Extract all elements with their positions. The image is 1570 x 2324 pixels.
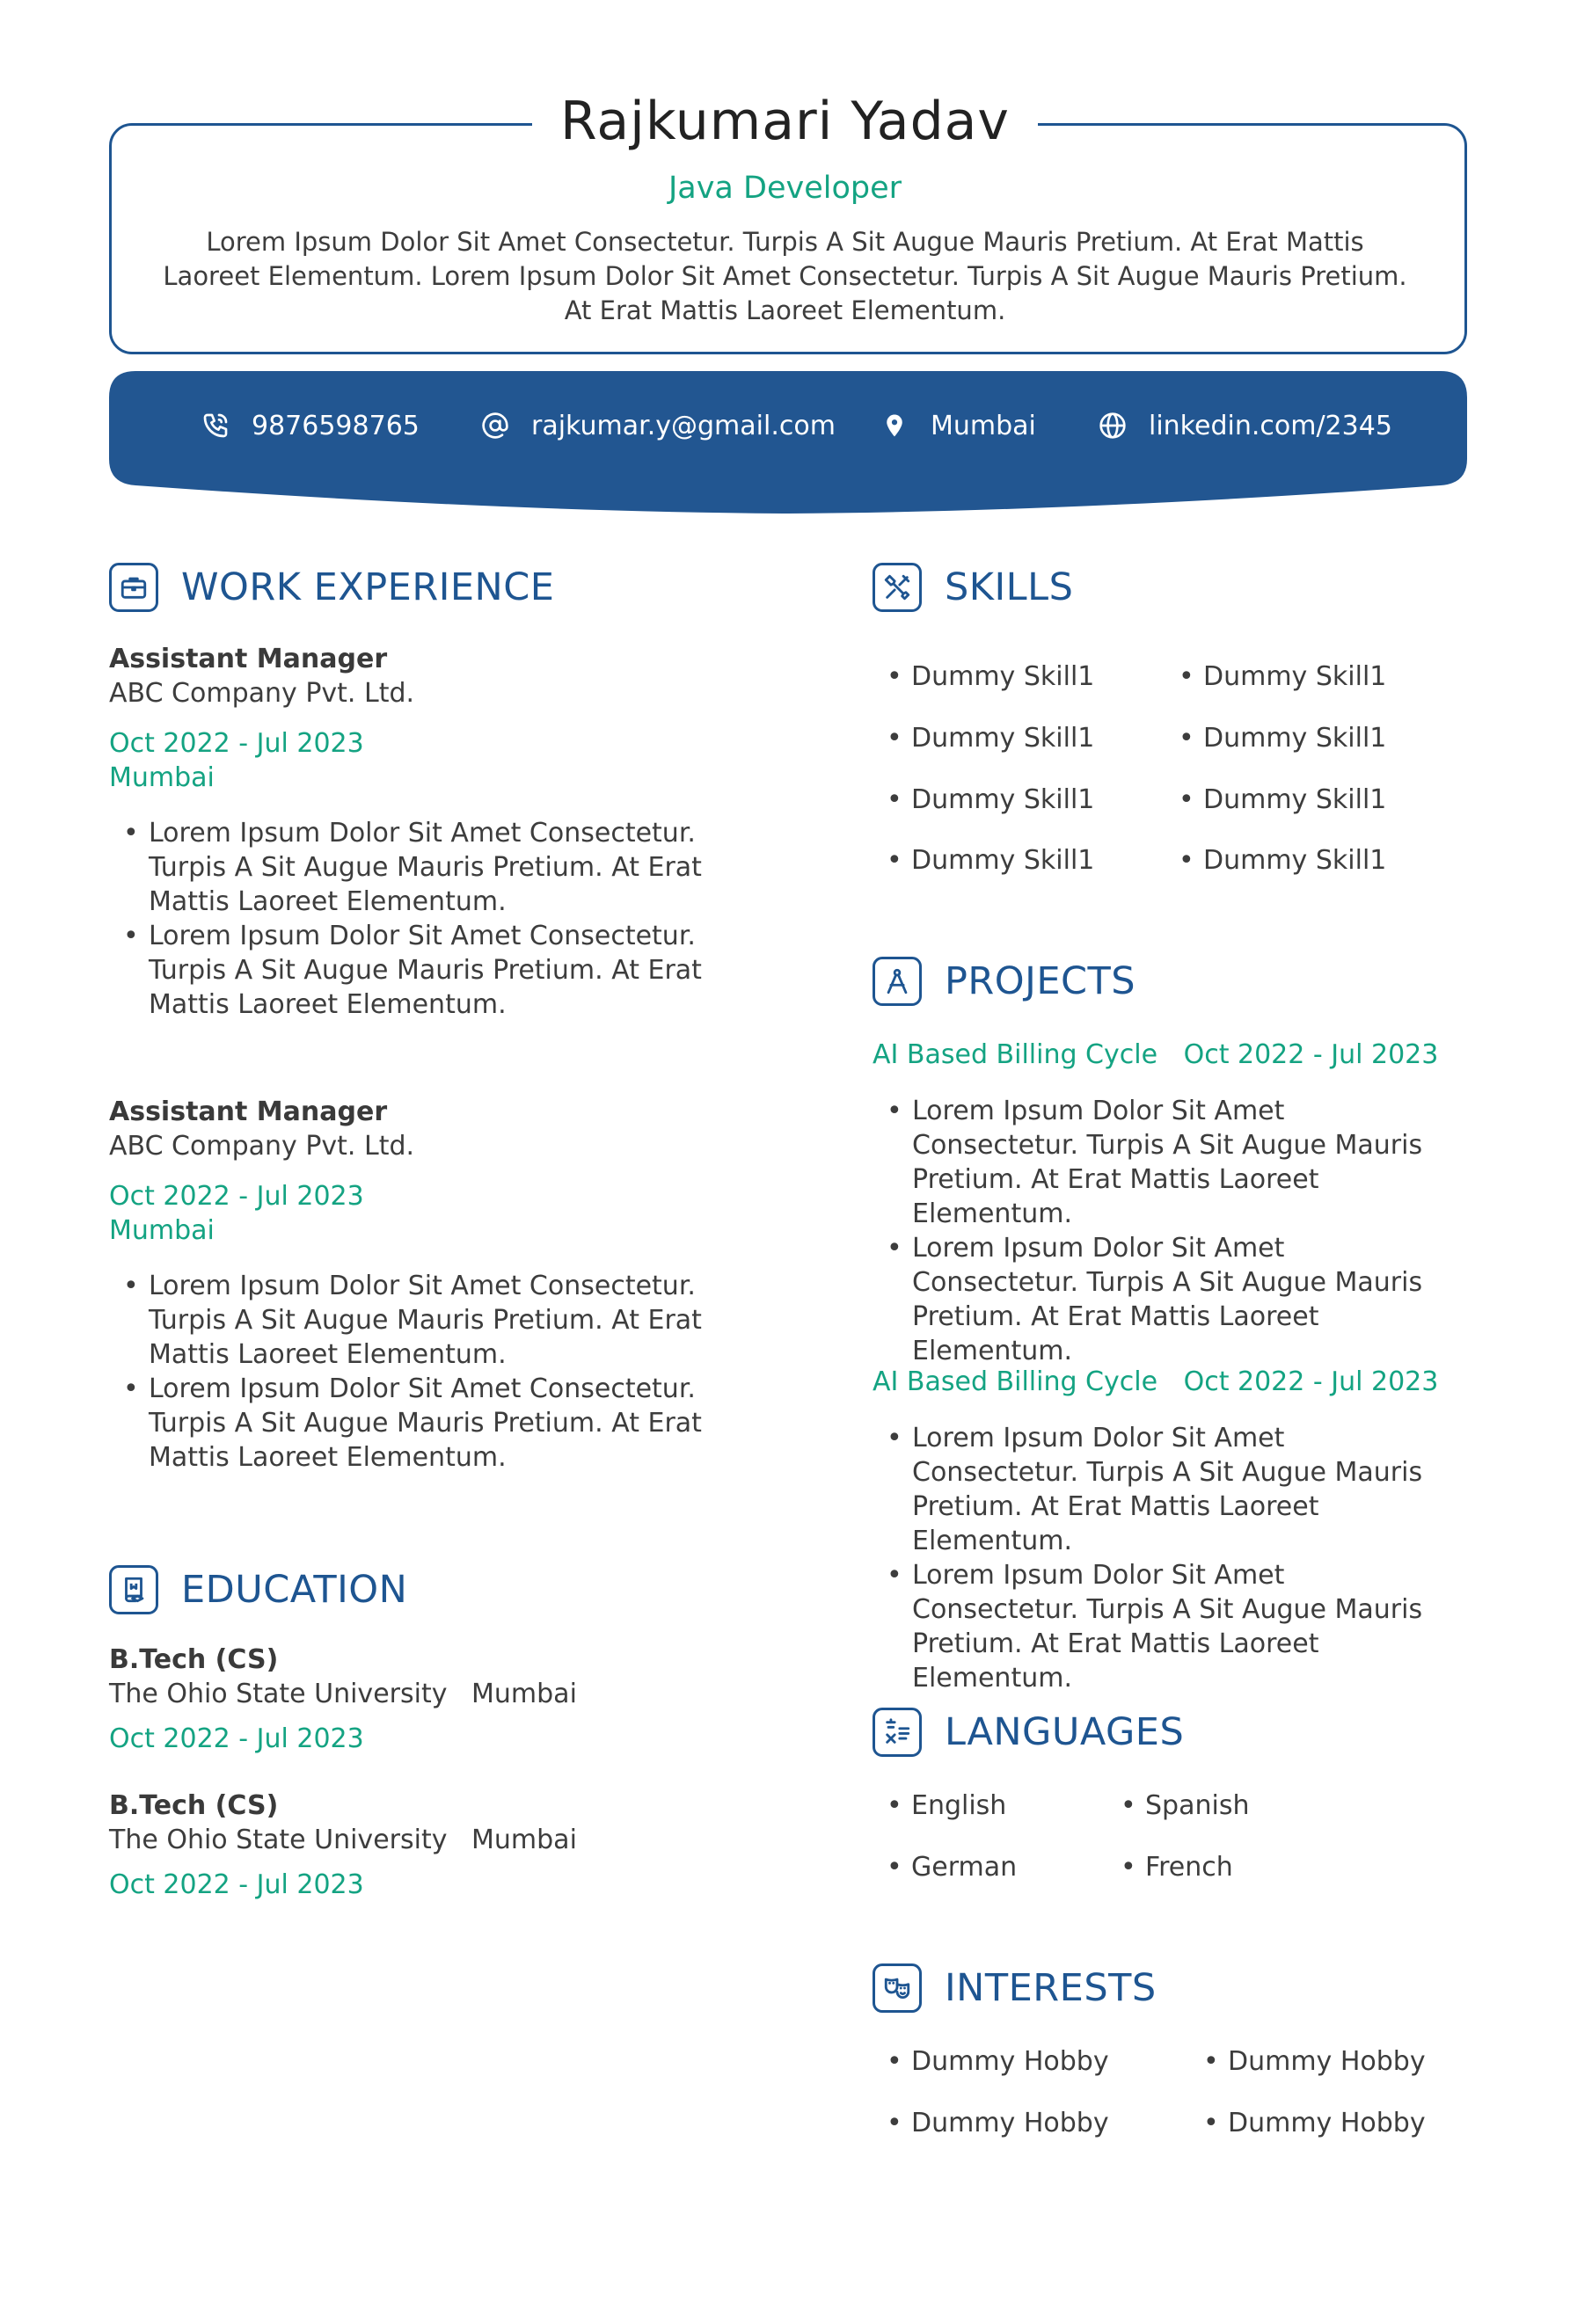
list-item: • Lorem Ipsum Dolor Sit Amet Consectetur. Turpis A Sit Augue Mauris Pretium. At Erat Mattis Laoreet Elementum.: [873, 1558, 1453, 1695]
project-2-header: [873, 1366, 1438, 1397]
education-2-school: [109, 1825, 577, 1855]
language-item: • English: [876, 1790, 1006, 1821]
list-item: • Lorem Ipsum Dolor Sit Amet Consectetur. Turpis A Sit Augue Mauris Pretium. At Erat Mattis Laoreet Elementum.: [109, 1269, 760, 1372]
work-experience-title: WORK EXPERIENCE: [181, 565, 555, 609]
education-2-location: Mumbai: [471, 1825, 577, 1855]
project-1-dates: Oct 2022 - Jul 2023: [1183, 1039, 1439, 1070]
project-2-name: AI Based Billing Cycle: [873, 1366, 1158, 1397]
interest-item: • Dummy Hobby: [876, 2046, 1109, 2077]
job-1-dates: Oct 2022 - Jul 2023: [109, 728, 364, 759]
list-item: • Lorem Ipsum Dolor Sit Amet Consectetur. Turpis A Sit Augue Mauris Pretium. At Erat Mattis Laoreet Elementum.: [873, 1421, 1453, 1558]
location-pin-icon: [880, 411, 909, 441]
name-wrapper: [0, 84, 1570, 158]
job-2-location: Mumbai: [109, 1215, 215, 1246]
education-heading: [109, 1565, 407, 1614]
work-experience-heading: [109, 563, 554, 612]
phone-icon: [201, 411, 230, 441]
contact-linkedin[interactable]: [1098, 406, 1392, 445]
skills-title: SKILLS: [945, 565, 1074, 609]
education-1-location: Mumbai: [471, 1679, 577, 1709]
languages-heading: [873, 1708, 1184, 1757]
briefcase-icon: [109, 563, 158, 612]
skill-item: • Dummy Skill1: [1168, 784, 1386, 815]
interest-item: • Dummy Hobby: [876, 2108, 1109, 2138]
linkedin-text: linkedin.com/2345: [1149, 410, 1392, 441]
languages-title: LANGUAGES: [945, 1710, 1185, 1754]
interests-title: INTERESTS: [945, 1966, 1157, 2010]
list-item: • Lorem Ipsum Dolor Sit Amet Consectetur. Turpis A Sit Augue Mauris Pretium. At Erat Mattis Laoreet Elementum.: [873, 1094, 1453, 1231]
list-item: • Lorem Ipsum Dolor Sit Amet Consectetur. Turpis A Sit Augue Mauris Pretium. At Erat Mattis Laoreet Elementum.: [109, 919, 760, 1022]
projects-heading: [873, 957, 1136, 1006]
skills-heading: [873, 563, 1073, 612]
project-2-dates: Oct 2022 - Jul 2023: [1183, 1366, 1439, 1397]
job-1-company: ABC Company Pvt. Ltd.: [109, 678, 415, 709]
education-1-dates: Oct 2022 - Jul 2023: [109, 1723, 364, 1754]
skill-item: • Dummy Skill1: [1168, 661, 1386, 692]
language-item: • German: [876, 1852, 1017, 1883]
project-1-header: [873, 1039, 1438, 1070]
interest-item: • Dummy Hobby: [1193, 2108, 1426, 2138]
email-text: rajkumar.y@gmail.com: [531, 410, 836, 441]
candidate-name: Rajkumari Yadav: [532, 84, 1038, 158]
education-title: EDUCATION: [181, 1568, 408, 1612]
education-2-degree: B.Tech (CS): [109, 1790, 279, 1821]
skill-item: • Dummy Skill1: [1168, 845, 1386, 876]
list-item: • Lorem Ipsum Dolor Sit Amet Consectetur. Turpis A Sit Augue Mauris Pretium. At Erat Mattis Laoreet Elementum.: [873, 1231, 1453, 1368]
job-2-bullets: [109, 1269, 760, 1475]
contact-phone[interactable]: [201, 406, 420, 445]
theater-masks-icon: [873, 1963, 922, 2013]
interests-heading: [873, 1963, 1157, 2013]
job-1-location: Mumbai: [109, 762, 215, 793]
skill-item: • Dummy Skill1: [876, 661, 1094, 692]
list-item: • Lorem Ipsum Dolor Sit Amet Consectetur. Turpis A Sit Augue Mauris Pretium. At Erat Mattis Laoreet Elementum.: [109, 816, 760, 919]
job-2-position: Assistant Manager: [109, 1096, 388, 1127]
language-item: • Spanish: [1110, 1790, 1249, 1821]
compass-icon: [873, 957, 922, 1006]
skill-item: • Dummy Skill1: [1168, 723, 1386, 754]
list-item: • Lorem Ipsum Dolor Sit Amet Consectetur. Turpis A Sit Augue Mauris Pretium. At Erat Mattis Laoreet Elementum.: [109, 1372, 760, 1475]
education-1-school: [109, 1679, 577, 1709]
education-2-school-name: The Ohio State University: [109, 1825, 448, 1855]
job-1-position: Assistant Manager: [109, 644, 388, 674]
contact-location: [880, 406, 1036, 445]
at-icon: [480, 411, 510, 441]
translate-icon: [873, 1708, 922, 1757]
education-2-dates: Oct 2022 - Jul 2023: [109, 1869, 364, 1900]
job-1-bullets: [109, 816, 760, 1022]
project-1-bullets: [873, 1094, 1453, 1368]
project-1-name: AI Based Billing Cycle: [873, 1039, 1158, 1070]
job-role: Java Developer: [668, 171, 902, 206]
contact-email[interactable]: [480, 406, 836, 445]
skill-item: • Dummy Skill1: [876, 723, 1094, 754]
project-2-bullets: [873, 1421, 1453, 1695]
summary: Lorem Ipsum Dolor Sit Amet Consectetur. Turpis A Sit Augue Mauris Pretium. At Erat Mattis Laoreet Elementum. Lorem Ipsum Dolor Sit Amet Consectetur. Turpis A Sit Augue Mauris Pretium. At Erat Mattis Laoreet Elementum.: [163, 227, 1407, 325]
job-2-dates: Oct 2022 - Jul 2023: [109, 1181, 364, 1212]
job-2-company: ABC Company Pvt. Ltd.: [109, 1131, 415, 1162]
education-1-school-name: The Ohio State University: [109, 1679, 448, 1709]
projects-title: PROJECTS: [945, 959, 1136, 1003]
interest-item: • Dummy Hobby: [1193, 2046, 1426, 2077]
language-item: • French: [1110, 1852, 1233, 1883]
education-1-degree: B.Tech (CS): [109, 1644, 279, 1675]
phone-text: 9876598765: [252, 410, 420, 441]
skill-item: • Dummy Skill1: [876, 845, 1094, 876]
graduation-book-icon: [109, 1565, 158, 1614]
skill-item: • Dummy Skill1: [876, 784, 1094, 815]
globe-icon: [1098, 411, 1128, 441]
tools-icon: [873, 563, 922, 612]
location-text: Mumbai: [931, 410, 1036, 441]
